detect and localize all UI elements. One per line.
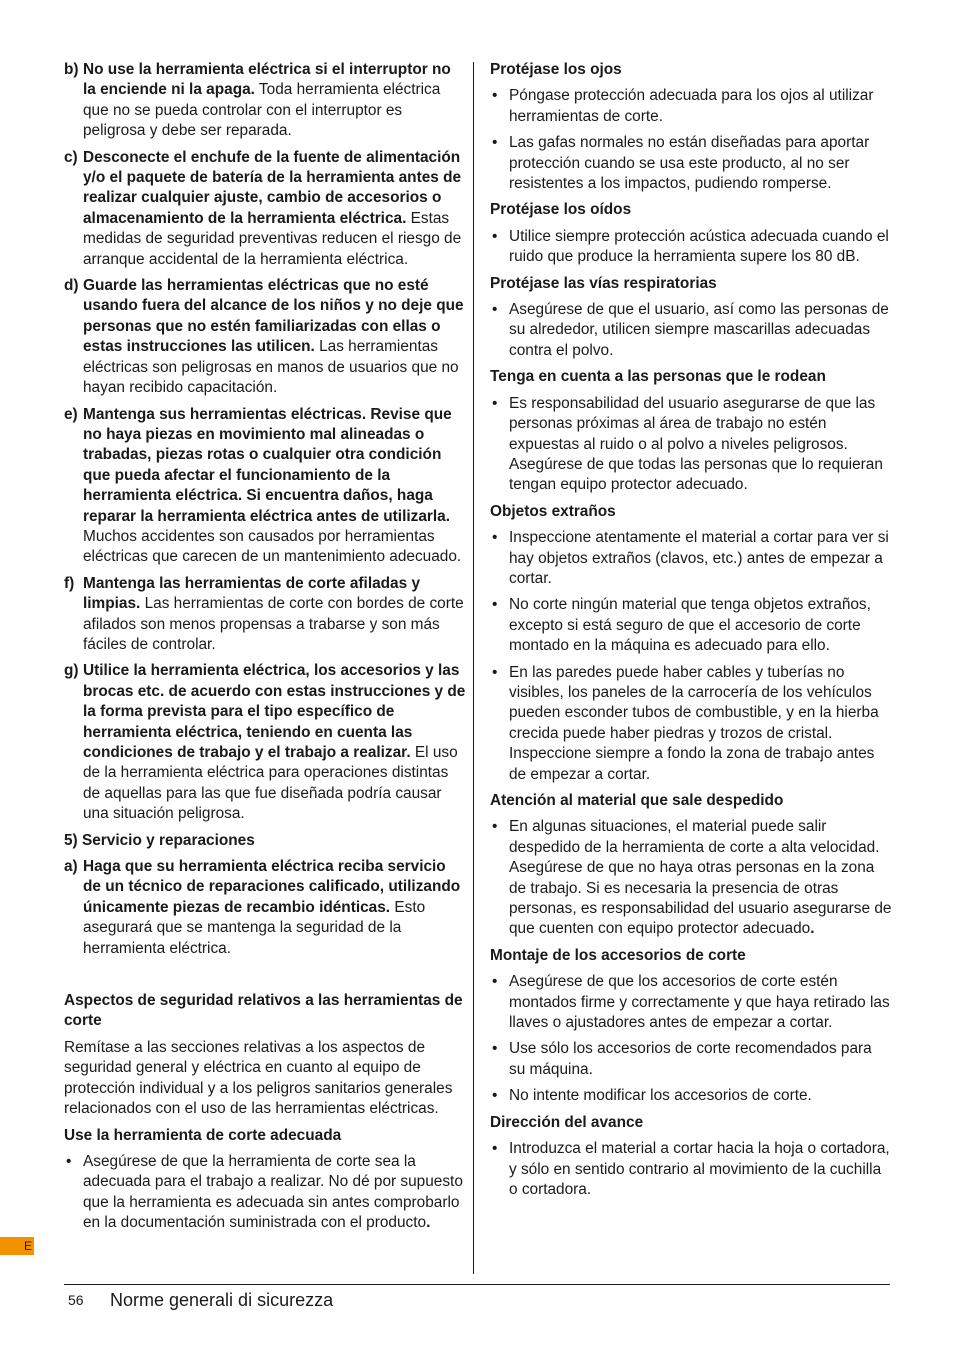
bullet-icon: • bbox=[492, 973, 498, 991]
bullet-text: Asegúrese de que los accesorios de corte estén montados firme y correctamente y que haya retirado las llaves o ajustadores antes de empezar a cortar. bbox=[509, 973, 890, 1032]
item-bold: Haga que su herramienta eléctrica reciba servicio de un técnico de reparaciones calificado, utilizando únicamente piezas de recambio idénticas. bbox=[83, 858, 461, 916]
bullet-icon: • bbox=[492, 596, 498, 614]
bullet-item bbox=[490, 1039, 892, 1080]
list-item-c bbox=[64, 148, 466, 270]
bullet-item bbox=[490, 1086, 892, 1106]
footer-rule bbox=[64, 1284, 890, 1285]
ears-heading: Protéjase los oídos bbox=[490, 201, 632, 219]
bullet-text: Utilice siempre protección acústica adecuada cuando el ruido que produce la herramienta supere los 80 dB. bbox=[509, 227, 889, 266]
bullet-icon: • bbox=[492, 87, 498, 105]
bullet-icon: • bbox=[492, 1040, 498, 1058]
item-text: Las herramientas eléctricas son peligrosas en manos de usuarios que no hayan recibido capacitación. bbox=[83, 338, 459, 397]
bullet-text: Asegúrese de que la herramienta de corte sea la adecuada para el trabajo a realizar. No dé por supuesto que la herramienta es adecuada sin antes comprobarlo en la documentación suministrada con el producto bbox=[83, 1152, 463, 1232]
bullet-text: En las paredes puede haber cables y tuberías no visibles, los paneles de la carrocería de los vehículos pueden esconder tubos de combustible, y en la hierba crecida puede haber piedras y trozos de cristal. Inspeccione siempre a fondo la zona de trabajo antes de empezar a cortar. bbox=[509, 663, 879, 783]
eyes-heading: Protéjase los ojos bbox=[490, 61, 622, 78]
bullet-item bbox=[490, 86, 892, 127]
bullet-item bbox=[490, 528, 892, 589]
item-text: El uso de la herramienta eléctrica para operaciones distintas de aquellas para las que fue diseñada podría causar una situación peligrosa. bbox=[83, 744, 458, 823]
bullet-item bbox=[490, 972, 892, 1033]
list-item-d bbox=[64, 276, 466, 398]
bullet-icon: • bbox=[492, 1140, 498, 1158]
list-item-a bbox=[64, 857, 466, 959]
foreign-heading: Objetos extraños bbox=[490, 502, 616, 520]
list-item-g bbox=[64, 661, 466, 824]
bullet-icon: • bbox=[492, 663, 498, 681]
item-label: c) bbox=[64, 148, 78, 166]
use-heading: Use la herramienta de corte adecuada bbox=[64, 1126, 342, 1144]
bullet-end: . bbox=[810, 920, 815, 938]
item-bold: Mantenga las herramientas de corte afiladas y limpias. bbox=[83, 574, 421, 613]
bullet-icon: • bbox=[492, 134, 498, 152]
bullet-item bbox=[490, 817, 892, 939]
cutting-heading: Aspectos de seguridad relativos a las herramientas de corte bbox=[64, 992, 463, 1030]
bullet-text: Las gafas normales no están diseñadas para aportar protección cuando se usa este producto, al no ser resistentes a los impactos, pudiendo romperse. bbox=[509, 134, 870, 193]
item-bold: Mantenga sus herramientas eléctricas. Revise que no haya piezas en movimiento mal alineadas o trabadas, piezas rotas o cualquier otra condición que pueda afectar el funcionamiento de la herramienta eléctrica. Si encuentra daños, haga reparar la herramienta eléctrica antes de utilizarla. bbox=[83, 405, 452, 525]
bullet-item bbox=[490, 300, 892, 361]
bullet-text: No intente modificar los accesorios de corte. bbox=[509, 1087, 812, 1105]
feed-heading: Dirección del avance bbox=[490, 1113, 644, 1131]
column-divider bbox=[473, 62, 474, 1274]
bullet-text: En algunas situaciones, el material puede salir despedido de la herramienta de corte a alta velocidad. Asegúrese de que no haya otras personas en la zona de trabajo. Si es necesaria la presencia de otras personas, es responsabilidad del usuario asegurarse de que cuenten con equipo protector adecuado bbox=[509, 818, 892, 938]
bullet-item bbox=[64, 1152, 466, 1234]
bullet-item bbox=[490, 394, 892, 496]
bullet-icon: • bbox=[492, 301, 498, 319]
mount-heading: Montaje de los accesorios de corte bbox=[490, 946, 746, 964]
item-label: d) bbox=[64, 277, 79, 295]
item-bold: Desconecte el enchufe de la fuente de alimentación y/o el paquete de batería de la herramienta antes de realizar cualquier ajuste, cambio de accesorios o almacenamiento de la herramienta eléctrica. bbox=[83, 148, 462, 227]
list-item-f bbox=[64, 574, 466, 656]
page-number: 56 bbox=[68, 1292, 84, 1308]
bullet-item bbox=[490, 227, 892, 268]
bullet-item bbox=[490, 133, 892, 194]
bullet-icon: • bbox=[66, 1152, 72, 1170]
list-item-b bbox=[64, 60, 466, 142]
bullet-icon: • bbox=[492, 227, 498, 245]
right-column bbox=[490, 60, 892, 1206]
item-bold: No use la herramienta eléctrica si el interruptor no la enciende ni la apaga. bbox=[83, 61, 451, 99]
item-bold: Utilice la herramienta eléctrica, los accesorios y las brocas etc. de acuerdo con estas instrucciones y de la forma prevista para el tipo específico de herramienta eléctrica, teniendo en cuenta las condiciones de trabajo y el trabajo a realizar. bbox=[83, 662, 466, 761]
item-text: Toda herramienta eléctrica que no se pueda controlar con el interruptor es peligrosa y debe ser reparada. bbox=[83, 81, 441, 140]
service-heading: 5) Servicio y reparaciones bbox=[64, 831, 255, 849]
bullet-text: Inspeccione atentamente el material a cortar para ver si hay objetos extraños (clavos, etc.) antes de empezar a cortar. bbox=[509, 529, 889, 587]
bullet-item bbox=[490, 1139, 892, 1200]
item-text: Muchos accidentes son causados por herramientas eléctricas que carecen de un mantenimiento adecuado. bbox=[83, 527, 462, 566]
cutting-intro: Remítase a las secciones relativas a los aspectos de seguridad general y eléctrica en cuanto al equipo de protección individual y a los peligros sanitarios generales relacionados con el uso de las herramientas eléctricas. bbox=[64, 1038, 453, 1118]
bullet-text: Póngase protección adecuada para los ojos al utilizar herramientas de corte. bbox=[509, 87, 874, 125]
ejected-heading: Atención al material que sale despedido bbox=[490, 792, 784, 809]
item-label: b) bbox=[64, 61, 79, 78]
language-tab: E bbox=[0, 1237, 34, 1255]
resp-heading: Protéjase las vías respiratorias bbox=[490, 274, 717, 292]
item-text: Las herramientas de corte con bordes de corte afilados son menos propensas a trabarse y son más fáciles de controlar. bbox=[83, 595, 464, 653]
bullet-text: Asegúrese de que el usuario, así como las personas de su alrededor, utilicen siempre mascarillas adecuadas contra el polvo. bbox=[509, 301, 889, 359]
item-text: Estas medidas de seguridad preventivas reducen el riesgo de arranque accidental de la herramienta eléctrica. bbox=[83, 209, 462, 268]
left-column bbox=[64, 60, 466, 1240]
list-item-e bbox=[64, 405, 466, 568]
footer-title: Norme generali di sicurezza bbox=[110, 1290, 334, 1310]
item-text: Esto asegurará que se mantenga la seguridad de la herramienta eléctrica. bbox=[83, 898, 426, 957]
people-heading: Tenga en cuenta a las personas que le rodean bbox=[490, 368, 826, 386]
bullet-item bbox=[490, 595, 892, 656]
item-label: e) bbox=[64, 405, 78, 423]
bullet-icon: • bbox=[492, 1087, 498, 1105]
bullet-text: No corte ningún material que tenga objetos extraños, excepto si está seguro de que el accesorio de corte montado en la máquina es adecuado para ello. bbox=[509, 596, 871, 655]
item-bold: Guarde las herramientas eléctricas que no esté usando fuera del alcance de los niños y no deje que personas que no estén familiarizadas con ellas o estas instrucciones las utilicen. bbox=[83, 277, 464, 356]
item-label: f) bbox=[64, 574, 75, 592]
bullet-icon: • bbox=[492, 529, 498, 547]
bullet-text: Es responsabilidad del usuario asegurarse de que las personas próximas al área de trabajo no estén expuestas al ruido o al polvo a niveles peligrosos. Asegúrese de que todas las personas que lo requieran tengan equipo protector adecuado. bbox=[509, 394, 883, 494]
bullet-item bbox=[490, 663, 892, 785]
bullet-end: . bbox=[426, 1214, 431, 1232]
item-label: a) bbox=[64, 858, 78, 876]
bullet-text: Introduzca el material a cortar hacia la hoja o cortadora, y sólo en sentido contrario al movimiento de la cuchilla o cortadora. bbox=[509, 1140, 890, 1198]
bullet-text: Use sólo los accesorios de corte recomendados para su máquina. bbox=[509, 1040, 872, 1078]
bullet-icon: • bbox=[492, 394, 498, 412]
bullet-icon: • bbox=[492, 818, 498, 836]
item-label: g) bbox=[64, 662, 79, 680]
